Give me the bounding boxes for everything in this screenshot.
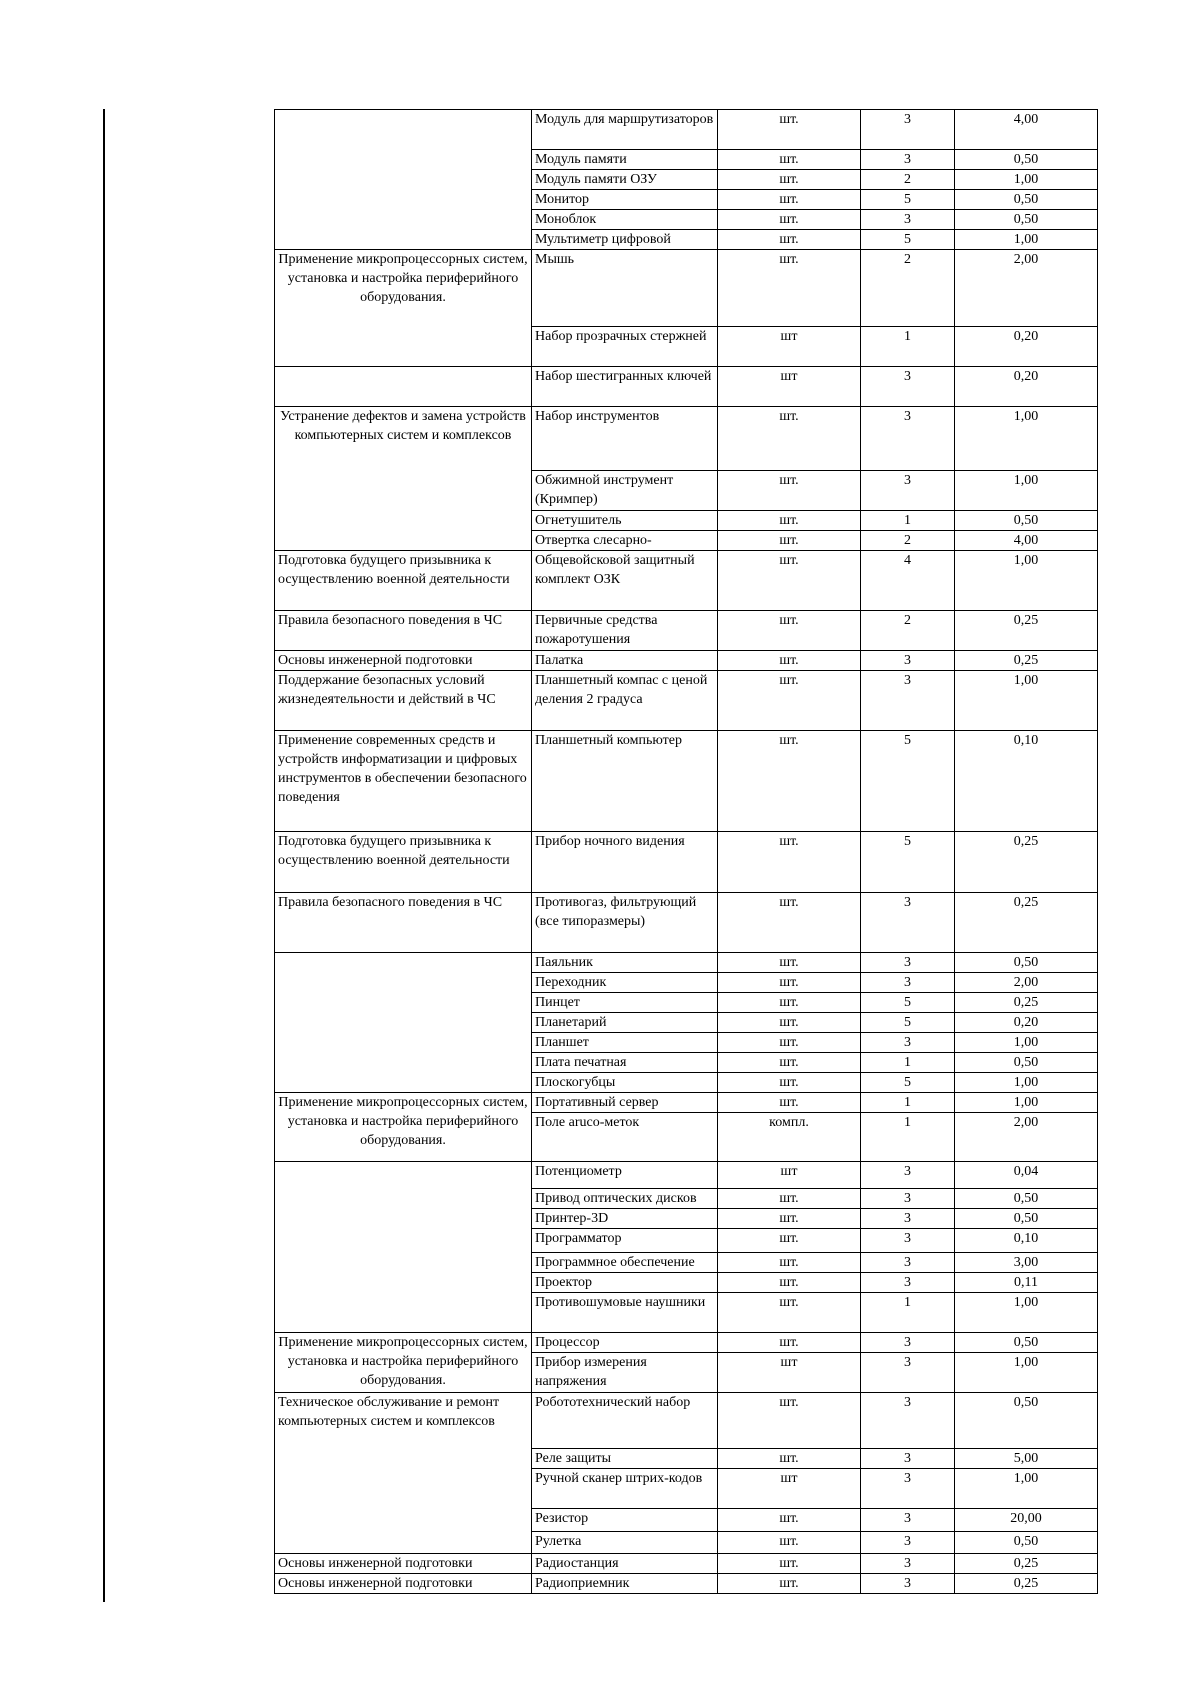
value-cell: 4,00 <box>955 110 1098 150</box>
item-cell: Портативный сервер <box>532 1093 718 1113</box>
unit-cell: шт. <box>718 1273 861 1293</box>
section-cell: Применение микропроцессорных систем, установка и настройка периферийного оборудования. <box>275 250 532 367</box>
item-cell: Процессор <box>532 1333 718 1353</box>
count-cell: 3 <box>861 1162 955 1189</box>
unit-cell: шт. <box>718 1073 861 1093</box>
unit-cell: шт. <box>718 832 861 893</box>
count-cell: 1 <box>861 1053 955 1073</box>
count-cell: 3 <box>861 407 955 471</box>
section-cell: Подготовка будущего призывника к осуществлению военной деятельности <box>275 551 532 611</box>
unit-cell: шт. <box>718 250 861 327</box>
item-cell: Планшетный компьютер <box>532 731 718 832</box>
unit-cell: шт. <box>718 651 861 671</box>
unit-cell: шт. <box>718 551 861 611</box>
value-cell: 0,50 <box>955 1532 1098 1554</box>
section-cell: Техническое обслуживание и ремонт компьютерных систем и комплексов <box>275 1393 532 1554</box>
value-cell: 1,00 <box>955 471 1098 511</box>
unit-cell: шт. <box>718 210 861 230</box>
count-cell: 5 <box>861 1073 955 1093</box>
section-cell: Поддержание безопасных условий жизнедеятельности и действий в ЧС <box>275 671 532 731</box>
item-cell: Прибор измерения напряжения <box>532 1353 718 1393</box>
value-cell: 0,50 <box>955 953 1098 973</box>
value-cell: 4,00 <box>955 531 1098 551</box>
unit-cell: шт. <box>718 1509 861 1532</box>
value-cell: 0,04 <box>955 1162 1098 1189</box>
value-cell: 0,50 <box>955 1393 1098 1449</box>
table-row <box>275 1333 1098 1353</box>
unit-cell: шт. <box>718 110 861 150</box>
section-cell: Применение микропроцессорных систем, установка и настройка периферийного оборудования. <box>275 1333 532 1393</box>
value-cell: 0,10 <box>955 731 1098 832</box>
value-cell: 1,00 <box>955 1469 1098 1509</box>
value-cell: 1,00 <box>955 551 1098 611</box>
count-cell: 1 <box>861 1293 955 1333</box>
value-cell: 0,25 <box>955 651 1098 671</box>
item-cell: Модуль памяти ОЗУ <box>532 170 718 190</box>
count-cell: 3 <box>861 471 955 511</box>
section-cell: Основы инженерной подготовки <box>275 1554 532 1574</box>
item-cell: Набор прозрачных стержней <box>532 327 718 367</box>
unit-cell: шт <box>718 1353 861 1393</box>
count-cell: 5 <box>861 190 955 210</box>
count-cell: 3 <box>861 953 955 973</box>
value-cell: 0,25 <box>955 1554 1098 1574</box>
unit-cell: шт. <box>718 1093 861 1113</box>
item-cell: Модуль памяти <box>532 150 718 170</box>
table-row <box>275 953 1098 973</box>
table-row <box>275 1554 1098 1574</box>
item-cell: Планшет <box>532 1033 718 1053</box>
unit-cell: шт. <box>718 671 861 731</box>
count-cell: 3 <box>861 651 955 671</box>
count-cell: 1 <box>861 327 955 367</box>
item-cell: Планшетный компас с ценой деления 2 градуса <box>532 671 718 731</box>
item-cell: Противошумовые наушники <box>532 1293 718 1333</box>
table-row <box>275 651 1098 671</box>
item-cell: Моноблок <box>532 210 718 230</box>
unit-cell: шт. <box>718 611 861 651</box>
item-cell: Переходник <box>532 973 718 993</box>
value-cell: 0,20 <box>955 367 1098 407</box>
unit-cell: шт. <box>718 1393 861 1449</box>
value-cell: 0,20 <box>955 327 1098 367</box>
unit-cell: компл. <box>718 1113 861 1162</box>
unit-cell: шт. <box>718 1253 861 1273</box>
count-cell: 3 <box>861 1532 955 1554</box>
value-cell: 1,00 <box>955 1293 1098 1333</box>
unit-cell: шт. <box>718 1053 861 1073</box>
value-cell: 0,10 <box>955 1229 1098 1253</box>
unit-cell: шт. <box>718 973 861 993</box>
table-row <box>275 832 1098 893</box>
value-cell: 0,50 <box>955 1189 1098 1209</box>
count-cell: 3 <box>861 893 955 953</box>
count-cell: 3 <box>861 1273 955 1293</box>
unit-cell: шт. <box>718 1013 861 1033</box>
value-cell: 1,00 <box>955 671 1098 731</box>
item-cell: Резистор <box>532 1509 718 1532</box>
count-cell: 3 <box>861 1574 955 1594</box>
section-cell <box>275 1162 532 1333</box>
table-row <box>275 893 1098 953</box>
count-cell: 3 <box>861 1469 955 1509</box>
section-cell: Применение микропроцессорных систем, установка и настройка периферийного оборудования. <box>275 1093 532 1162</box>
table-row <box>275 407 1098 471</box>
unit-cell: шт. <box>718 1532 861 1554</box>
item-cell: Робототехнический набор <box>532 1393 718 1449</box>
value-cell: 0,50 <box>955 190 1098 210</box>
unit-cell: шт. <box>718 1333 861 1353</box>
table-row <box>275 1093 1098 1113</box>
value-cell: 1,00 <box>955 170 1098 190</box>
table-row <box>275 611 1098 651</box>
section-cell <box>275 953 532 1093</box>
value-cell: 0,50 <box>955 1209 1098 1229</box>
value-cell: 0,25 <box>955 893 1098 953</box>
value-cell: 0,25 <box>955 993 1098 1013</box>
value-cell: 2,00 <box>955 250 1098 327</box>
item-cell: Реле защиты <box>532 1449 718 1469</box>
count-cell: 3 <box>861 1554 955 1574</box>
unit-cell: шт. <box>718 1449 861 1469</box>
value-cell: 5,00 <box>955 1449 1098 1469</box>
item-cell: Мультиметр цифровой <box>532 230 718 250</box>
section-cell: Устранение дефектов и замена устройств компьютерных систем и комплексов <box>275 407 532 551</box>
count-cell: 1 <box>861 1093 955 1113</box>
item-cell: Отвертка слесарно- <box>532 531 718 551</box>
count-cell: 5 <box>861 1013 955 1033</box>
unit-cell: шт <box>718 1162 861 1189</box>
item-cell: Поле aruco-меток <box>532 1113 718 1162</box>
section-cell: Основы инженерной подготовки <box>275 1574 532 1594</box>
item-cell: Модуль для маршрутизаторов <box>532 110 718 150</box>
count-cell: 3 <box>861 1189 955 1209</box>
value-cell: 1,00 <box>955 1093 1098 1113</box>
value-cell: 0,50 <box>955 1333 1098 1353</box>
value-cell: 0,25 <box>955 1574 1098 1594</box>
table-row <box>275 671 1098 731</box>
item-cell: Палатка <box>532 651 718 671</box>
item-cell: Радиостанция <box>532 1554 718 1574</box>
unit-cell: шт. <box>718 993 861 1013</box>
section-cell: Подготовка будущего призывника к осуществлению военной деятельности <box>275 832 532 893</box>
value-cell: 20,00 <box>955 1509 1098 1532</box>
count-cell: 3 <box>861 1209 955 1229</box>
unit-cell: шт. <box>718 1033 861 1053</box>
unit-cell: шт. <box>718 1554 861 1574</box>
item-cell: Противогаз, фильтрующий (все типоразмеры) <box>532 893 718 953</box>
value-cell: 1,00 <box>955 1033 1098 1053</box>
value-cell: 2,00 <box>955 973 1098 993</box>
item-cell: Программатор <box>532 1229 718 1253</box>
value-cell: 0,50 <box>955 511 1098 531</box>
item-cell: Обжимной инструмент (Кримпер) <box>532 471 718 511</box>
count-cell: 5 <box>861 993 955 1013</box>
count-cell: 2 <box>861 531 955 551</box>
value-cell: 2,00 <box>955 1113 1098 1162</box>
value-cell: 0,25 <box>955 611 1098 651</box>
table-row <box>275 731 1098 832</box>
unit-cell: шт. <box>718 1229 861 1253</box>
item-cell: Радиоприемник <box>532 1574 718 1594</box>
value-cell: 0,50 <box>955 150 1098 170</box>
value-cell: 1,00 <box>955 1073 1098 1093</box>
table-row <box>275 551 1098 611</box>
unit-cell: шт. <box>718 190 861 210</box>
section-cell: Правила безопасного поведения в ЧС <box>275 611 532 651</box>
count-cell: 4 <box>861 551 955 611</box>
count-cell: 5 <box>861 832 955 893</box>
unit-cell: шт. <box>718 511 861 531</box>
value-cell: 1,00 <box>955 1353 1098 1393</box>
value-cell: 0,50 <box>955 1053 1098 1073</box>
section-cell: Правила безопасного поведения в ЧС <box>275 893 532 953</box>
item-cell: Пинцет <box>532 993 718 1013</box>
unit-cell: шт. <box>718 953 861 973</box>
item-cell: Общевойсковой защитный комплект ОЗК <box>532 551 718 611</box>
section-cell <box>275 110 532 250</box>
unit-cell: шт <box>718 367 861 407</box>
count-cell: 3 <box>861 1353 955 1393</box>
item-cell: Рулетка <box>532 1532 718 1554</box>
item-cell: Набор шестигранных ключей <box>532 367 718 407</box>
item-cell: Плата печатная <box>532 1053 718 1073</box>
item-cell: Ручной сканер штрих-кодов <box>532 1469 718 1509</box>
unit-cell: шт. <box>718 1293 861 1333</box>
count-cell: 3 <box>861 671 955 731</box>
count-cell: 3 <box>861 367 955 407</box>
count-cell: 3 <box>861 1509 955 1532</box>
table-row <box>275 110 1098 150</box>
table-row <box>275 1574 1098 1594</box>
item-cell: Программное обеспечение <box>532 1253 718 1273</box>
item-cell: Набор инструментов <box>532 407 718 471</box>
count-cell: 2 <box>861 611 955 651</box>
count-cell: 3 <box>861 1449 955 1469</box>
unit-cell: шт. <box>718 471 861 511</box>
item-cell: Проектор <box>532 1273 718 1293</box>
count-cell: 3 <box>861 1253 955 1273</box>
unit-cell: шт <box>718 1469 861 1509</box>
item-cell: Планетарий <box>532 1013 718 1033</box>
count-cell: 3 <box>861 150 955 170</box>
unit-cell: шт. <box>718 1209 861 1229</box>
count-cell: 1 <box>861 511 955 531</box>
value-cell: 3,00 <box>955 1253 1098 1273</box>
item-cell: Огнетушитель <box>532 511 718 531</box>
count-cell: 2 <box>861 170 955 190</box>
count-cell: 5 <box>861 731 955 832</box>
item-cell: Первичные средства пожаротушения <box>532 611 718 651</box>
equipment-table <box>274 109 1098 1594</box>
item-cell: Привод оптических дисков <box>532 1189 718 1209</box>
item-cell: Потенциометр <box>532 1162 718 1189</box>
table-row <box>275 1393 1098 1449</box>
table-row <box>275 367 1098 407</box>
count-cell: 3 <box>861 110 955 150</box>
unit-cell: шт <box>718 327 861 367</box>
unit-cell: шт. <box>718 170 861 190</box>
count-cell: 3 <box>861 973 955 993</box>
unit-cell: шт. <box>718 230 861 250</box>
count-cell: 1 <box>861 1113 955 1162</box>
item-cell: Прибор ночного видения <box>532 832 718 893</box>
section-cell: Применение современных средств и устройств информатизации и цифровых инструментов в обеспечении безопасного поведения <box>275 731 532 832</box>
value-cell: 1,00 <box>955 407 1098 471</box>
count-cell: 3 <box>861 210 955 230</box>
count-cell: 3 <box>861 1393 955 1449</box>
value-cell: 0,25 <box>955 832 1098 893</box>
count-cell: 3 <box>861 1033 955 1053</box>
unit-cell: шт. <box>718 1189 861 1209</box>
unit-cell: шт. <box>718 893 861 953</box>
value-cell: 0,11 <box>955 1273 1098 1293</box>
item-cell: Монитор <box>532 190 718 210</box>
value-cell: 0,20 <box>955 1013 1098 1033</box>
unit-cell: шт. <box>718 731 861 832</box>
unit-cell: шт. <box>718 150 861 170</box>
table-row <box>275 1162 1098 1189</box>
count-cell: 5 <box>861 230 955 250</box>
item-cell: Паяльник <box>532 953 718 973</box>
item-cell: Мышь <box>532 250 718 327</box>
section-cell <box>275 367 532 407</box>
count-cell: 2 <box>861 250 955 327</box>
unit-cell: шт. <box>718 407 861 471</box>
item-cell: Принтер-3D <box>532 1209 718 1229</box>
page-margin-line <box>103 109 105 1602</box>
section-cell: Основы инженерной подготовки <box>275 651 532 671</box>
count-cell: 3 <box>861 1333 955 1353</box>
table-row <box>275 250 1098 327</box>
item-cell: Плоскогубцы <box>532 1073 718 1093</box>
count-cell: 3 <box>861 1229 955 1253</box>
unit-cell: шт. <box>718 531 861 551</box>
value-cell: 1,00 <box>955 230 1098 250</box>
value-cell: 0,50 <box>955 210 1098 230</box>
unit-cell: шт. <box>718 1574 861 1594</box>
